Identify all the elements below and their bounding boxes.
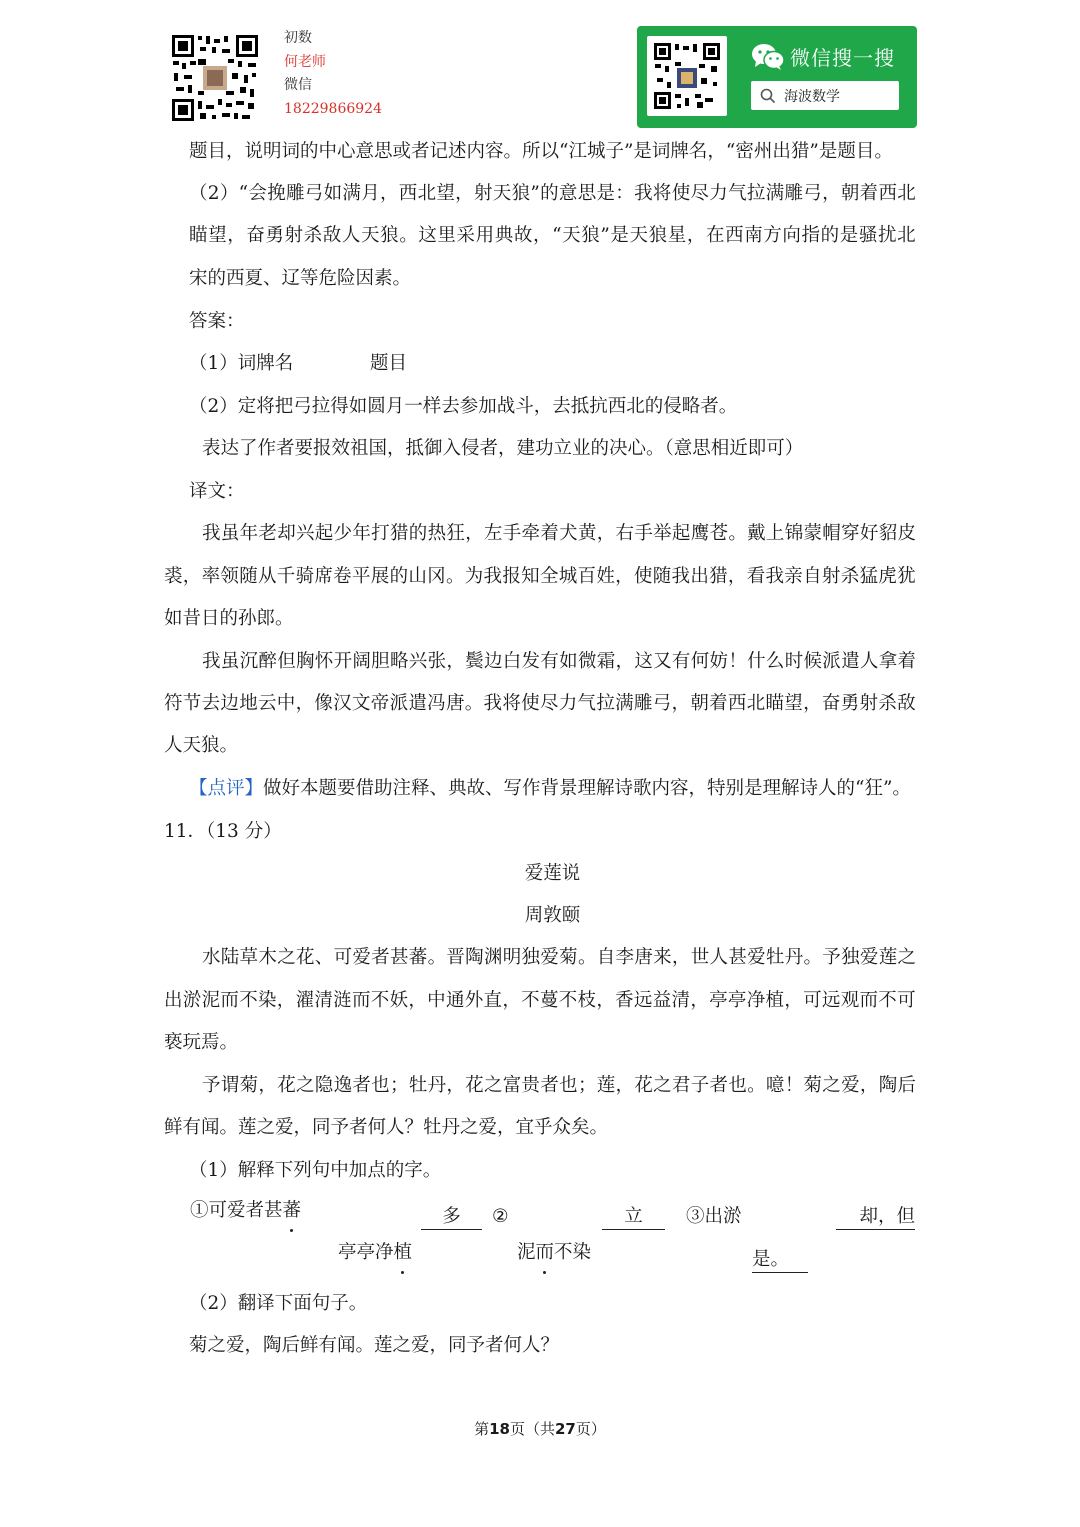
answer-text: 却，但 [836,1205,915,1230]
item-3-text: ③出淤 [686,1206,742,1227]
poem-line: 鲜有闻。莲之爱，同予者何人？牡丹之爱，宜乎众矣。 [164,1117,609,1138]
paragraph-line: 题目，说明词的中心意思或者记述内容。所以“江城子”是词牌名，“密州出猎”是题目。 [189,141,893,162]
answer-text: 立 [602,1205,665,1230]
footer-text: 页） [575,1420,606,1438]
wechat-qr-code [647,36,727,116]
item-3-continued [517,1241,591,1265]
wechat-logo-icon [751,43,785,71]
contact-name: 何老师 [284,53,326,70]
item-1-text [190,1199,301,1223]
answer-item: （1）词牌名 [189,353,294,374]
translation-line: 如昔日的孙郎。 [164,608,294,629]
poem-line: 出 淤 泥 而 不 染 ， 濯 清 涟 而 不 妖 ， 中 通 外 直 ， 不 蔓 不 枝 ， 香 远 益 清 ， 亭 亭 净 植 ， 可 远 观 而 不 可 [164,990,916,1011]
wechat-search-title: 微信搜一搜 [790,46,895,70]
translation-line: 裘 ， 率 领 随 从 千 骑 席 卷 平 展 的 山 冈 。 为 我 报 知 全 城 百 姓 ， 使 随 我 出 猎 ， 看 我 亲 自 射 杀 猛 虎 犹 [164,566,916,587]
answer-blank-2 [602,1205,665,1230]
answer-item: 题目 [370,353,408,374]
question-number: 11．（13 分） [164,821,282,842]
search-query-text: 海波数学 [784,89,840,105]
poem-title: 爱莲说 [524,863,581,884]
item-2-number: ② [492,1206,509,1227]
item-3-rest: 不染 [554,1242,592,1263]
translation-line: 人天狼。 [164,735,239,756]
item-2-prefix: 亭亭净 [338,1242,394,1263]
translation-line: 我 虽 年 老 却 兴 起 少 年 打 猎 的 热 狂 ， 左 手 牵 着 犬 黄 ， 右 手 举 起 鹰 苍 。 戴 上 锦 蒙 帽 穿 好 貂 皮 [202,523,916,544]
search-icon [760,88,776,104]
answer-blank-3b [752,1248,808,1273]
translation-label: 译文： [189,481,245,502]
dotted-char: 蕃 [282,1200,302,1221]
translation-line: 符 节 去 边 地 云 中 ， 像 汉 文 帝 派 遣 冯 唐 。 我 将 使 尽 力 气 拉 满 雕 弓 ， 朝 着 西 北 瞄 望 ， 奋 勇 射 杀 敌 [164,693,916,714]
translation-line: 我 虽 沉 醉 但 胸 怀 开 阔 胆 略 兴 张 ， 鬓 边 白 发 有 如 微 霜 ， 这 又 有 何 妨 ！ 什 么 时 候 派 遣 人 拿 着 [202,651,916,672]
paragraph-line: 瞄 望 ， 奋 勇 射 杀 敌 人 天 狼 。 这 里 采 用 典 故 ， “ 天 狼 ” 是 天 狼 星 ， 在 西 南 方 向 指 的 是 骚 扰 北 [189,225,916,246]
answer-text: 是。 [752,1248,808,1273]
poem-line: 予 谓 菊 ， 花 之 隐 逸 者 也 ； 牡 丹 ， 花 之 富 贵 者 也 ； 莲 ， 花 之 君 子 者 也 。 噫 ！ 菊 之 爱 ， 陶 后 [202,1075,916,1096]
answer-text: 多 [421,1205,482,1230]
sub-question: （1）解释下列句中加点的字。 [189,1160,442,1181]
contact-line: 微信 [284,77,312,93]
comment-text: 做好本题要借助注释、典故、写作背景理解诗歌内容，特别是理解诗人的“狂”。 [263,778,911,799]
page-number: 18 [489,1420,510,1438]
wechat-search-card [637,26,917,128]
wechat-search-box [751,81,899,110]
paragraph-line: （ 2 ） “ 会 挽 雕 弓 如 满 月 ， 西 北 望 ， 射 天 狼 ” 的 意 思 是 ： 我 将 使 尽 力 气 拉 满 雕 弓 ， 朝 着 西 北 [189,183,916,204]
page-total: 27 [555,1420,576,1438]
dotted-char: 而 [535,1242,555,1263]
dotted-char: 植 [393,1242,413,1263]
answer-label: 答案： [189,311,245,332]
footer-text: 第 [474,1420,490,1438]
poem-line: 亵玩焉。 [164,1032,239,1053]
comment-line [189,777,911,801]
paragraph-line: 宋的西夏、辽等危险因素。 [189,268,412,289]
poem-line: 水 陆 草 木 之 花 、 可 爱 者 甚 蕃 。 晋 陶 渊 明 独 爱 菊 。 自 李 唐 来 ， 世 人 甚 爱 牡 丹 。 予 独 爱 莲 之 [202,947,916,968]
comment-tag: 【点评】 [189,778,264,799]
answer-item: 表达了作者要报效祖国，抵御入侵者，建功立业的决心。（意思相近即可） [202,438,804,459]
item-1-prefix: ①可爱者甚 [190,1200,283,1221]
answer-blank-1 [421,1205,482,1230]
answer-item: （2）定将把弓拉得如圆月一样去参加战斗，去抵抗西北的侵略者。 [189,396,738,417]
contact-line: 初数 [284,30,312,46]
poem-author: 周敦颐 [524,905,581,926]
qr-code-image [170,33,260,123]
item-3-char: 泥 [517,1242,536,1263]
sub-question: （2）翻译下面句子。 [189,1293,368,1314]
footer-text: 页（共 [509,1420,555,1438]
contact-info [284,27,382,121]
answer-blank-3 [836,1205,915,1230]
page-footer [0,1418,1080,1439]
contact-phone: 18229866924 [284,100,382,117]
item-2-text [338,1241,412,1265]
sentence-to-translate: 菊之爱，陶后鲜有闻。莲之爱，同予者何人？ [189,1335,560,1356]
